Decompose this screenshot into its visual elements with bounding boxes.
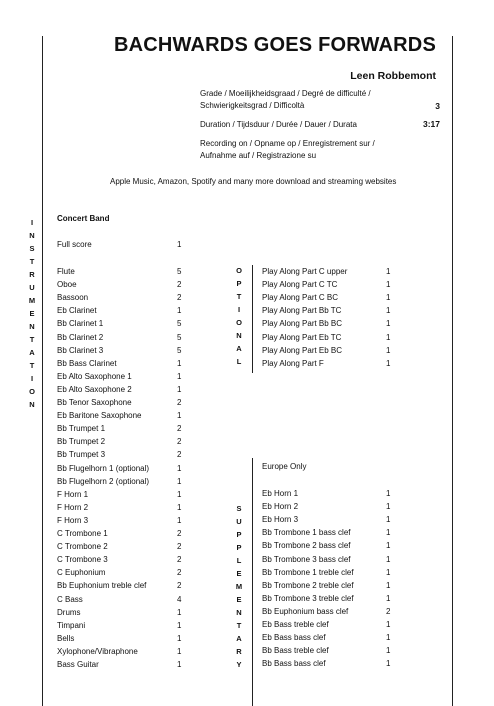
instrument-name: Eb Alto Saxophone 1 (57, 371, 132, 381)
supplementary-part-name: Bb Bass treble clef (262, 646, 329, 656)
supplementary-part-name: Bb Trombone 3 bass clef (262, 554, 351, 564)
optional-part-qty: 1 (386, 358, 391, 368)
instrument-qty: 1 (177, 489, 182, 499)
supplementary-part-qty: 1 (386, 620, 391, 629)
instrument-qty: 2 (177, 568, 182, 578)
vertical-letter: A (236, 344, 242, 353)
vertical-letter: L (236, 556, 242, 565)
instrument-qty: 1 (177, 476, 182, 486)
instrument-name: Bb Bass Clarinet (57, 358, 117, 368)
instrument-qty: 1 (177, 502, 182, 512)
optional-part-name: Play Along Part C BC (262, 293, 339, 303)
optional-part-name: Play Along Part Bb TC (262, 306, 342, 316)
vertical-letter: O (29, 387, 35, 396)
vertical-letter: I (30, 218, 34, 227)
instrument-qty: 1 (177, 463, 182, 473)
optional-part-qty: 1 (386, 319, 391, 329)
instrument-qty: 1 (177, 607, 182, 617)
supplementary-part-qty: 1 (386, 489, 391, 498)
optional-part-qty: 1 (386, 306, 391, 316)
instrument-qty: 2 (177, 424, 182, 434)
vertical-letter: S (236, 504, 242, 513)
vertical-letter: A (236, 634, 242, 643)
instrument-qty: 1 (177, 306, 182, 316)
instrument-name: Bb Clarinet 1 (57, 319, 104, 329)
instrument-name: Bassoon (57, 293, 89, 303)
instrument-name: F Horn 3 (57, 515, 89, 525)
vertical-letter: M (28, 296, 36, 305)
ensemble-heading: Concert Band (57, 214, 110, 223)
optional-vertical-label (232, 264, 246, 368)
supplementary-part-name: Bb Trombone 1 treble clef (262, 567, 354, 577)
instrument-qty: 1 (177, 633, 182, 643)
supplementary-part-name: Bb Trombone 2 bass clef (262, 541, 351, 551)
instrument-qty: 1 (177, 371, 182, 381)
instrument-qty: 2 (177, 280, 182, 290)
supplementary-part-qty: 1 (386, 646, 391, 656)
instrument-qty: 2 (177, 398, 182, 407)
vertical-letter: U (29, 283, 35, 292)
composer-name: Leen Robbemont (350, 70, 436, 82)
instrument-qty: 5 (177, 345, 182, 355)
instrument-qty: 1 (177, 646, 182, 656)
optional-part-name: Play Along Part C TC (262, 280, 338, 290)
vertical-letter: R (29, 270, 35, 279)
instrument-name: Bb Clarinet 3 (57, 345, 104, 355)
vertical-letter: O (236, 318, 242, 327)
vertical-letter: T (236, 621, 242, 630)
instrument-name: C Trombone 1 (57, 529, 108, 538)
instrumentation-vertical-label (25, 216, 39, 411)
optional-divider-line (252, 265, 253, 373)
vertical-letter: N (29, 231, 35, 240)
supplementary-part-name: Eb Horn 1 (262, 489, 299, 498)
vertical-letter: E (236, 569, 242, 578)
optional-part-qty: 1 (386, 267, 391, 276)
optional-part-qty: 1 (386, 345, 391, 355)
instrument-name: F Horn 1 (57, 489, 89, 499)
supplementary-heading: Europe Only (262, 462, 307, 471)
supplementary-divider-line (252, 458, 253, 706)
optional-part-name: Play Along Part Bb BC (262, 319, 343, 329)
supplementary-part-qty: 1 (386, 593, 391, 603)
streaming-platforms: Apple Music, Amazon, Spotify and many more download and streaming websites (110, 177, 397, 186)
optional-part-name: Play Along Part F (262, 358, 324, 368)
grade-label: Grade / Moeilijkheidsgraad / Degré de difficulté / Schwierigkeitsgrad / Difficoltà (200, 89, 371, 110)
vertical-letter: N (29, 322, 35, 331)
instrument-qty: 5 (177, 319, 182, 329)
supplementary-part-name: Bb Trombone 2 treble clef (262, 580, 354, 590)
supplementary-part-qty: 1 (386, 541, 391, 551)
grade-value: 3 (435, 101, 440, 111)
vertical-letter: E (29, 309, 35, 318)
supplementary-part-name: Eb Horn 3 (262, 515, 299, 525)
vertical-letter: T (236, 292, 242, 301)
supplementary-part-name: Bb Euphonium bass clef (262, 606, 349, 616)
vertical-letter: N (236, 608, 242, 617)
supplementary-part-name: Eb Horn 2 (262, 502, 299, 512)
instrument-qty: 5 (177, 332, 182, 342)
vertical-letter: I (237, 305, 241, 314)
instrument-name: Bb Trumpet 1 (57, 424, 106, 434)
instrument-qty: 2 (177, 437, 182, 447)
recording-label: Recording on / Opname op / Enregistrement sur / Aufnahme auf / Registrazione su (200, 139, 375, 160)
instrument-name: Oboe (57, 280, 77, 290)
optional-part-qty: 1 (386, 332, 391, 342)
supplementary-part-qty: 1 (386, 633, 391, 643)
instrument-name: Bb Tenor Saxophone (57, 398, 132, 407)
instrument-qty: 2 (177, 450, 182, 460)
vertical-letter: A (29, 348, 35, 357)
instrument-name: Timpani (57, 620, 86, 630)
instrument-name: Xylophone/Vibraphone (57, 646, 138, 656)
optional-part-qty: 1 (386, 293, 391, 303)
instrument-name: C Trombone 2 (57, 542, 108, 552)
optional-part-name: Play Along Part C upper (262, 267, 348, 276)
full-score-name: Full score (57, 240, 92, 249)
supplementary-part-qty: 1 (386, 528, 391, 538)
vertical-letter: R (236, 647, 242, 656)
supplementary-part-qty: 1 (386, 554, 391, 564)
instrument-qty: 2 (177, 581, 182, 591)
supplementary-part-qty: 1 (386, 567, 391, 577)
supplementary-part-name: Bb Bass bass clef (262, 659, 326, 669)
vertical-letter: S (29, 244, 35, 253)
vertical-letter: P (236, 530, 242, 539)
instrument-name: Bb Clarinet 2 (57, 332, 104, 342)
instrument-qty: 5 (177, 267, 182, 276)
instrument-name: Eb Alto Saxophone 2 (57, 384, 132, 394)
instrument-qty: 1 (177, 358, 182, 368)
instrument-name: C Bass (57, 594, 83, 604)
instrument-name: C Euphonium (57, 568, 106, 578)
piece-title: BACHWARDS GOES FORWARDS (113, 34, 436, 56)
instrument-qty: 2 (177, 529, 182, 538)
left-border-line (42, 36, 43, 706)
instrument-qty: 2 (177, 555, 182, 565)
instrument-qty: 2 (177, 293, 182, 303)
vertical-letter: N (236, 331, 242, 340)
instrument-qty: 1 (177, 660, 182, 669)
instrument-name: Bb Flugelhorn 1 (optional) (57, 463, 150, 473)
vertical-letter: E (236, 595, 242, 604)
supplementary-part-name: Bb Trombone 3 treble clef (262, 593, 354, 603)
instrument-qty: 4 (177, 594, 182, 604)
instrument-name: Eb Baritone Saxophone (57, 411, 142, 421)
full-score-qty: 1 (177, 240, 182, 249)
instrument-name: Bb Trumpet 2 (57, 437, 106, 447)
instrument-name: Bells (57, 633, 75, 643)
duration-label: Duration / Tijdsduur / Durée / Dauer / Durata (200, 120, 357, 129)
supplementary-part-qty: 2 (386, 606, 391, 616)
supplementary-part-name: Eb Bass treble clef (262, 620, 329, 629)
instrument-qty: 1 (177, 515, 182, 525)
vertical-letter: Y (236, 660, 242, 669)
instrument-name: F Horn 2 (57, 502, 89, 512)
optional-part-qty: 1 (386, 280, 391, 290)
vertical-letter: N (29, 400, 35, 409)
vertical-letter: U (236, 517, 242, 526)
optional-part-name: Play Along Part Eb BC (262, 345, 343, 355)
vertical-letter: L (236, 357, 242, 366)
instrument-name: Bass Guitar (57, 660, 99, 669)
instrument-name: Bb Trumpet 3 (57, 450, 106, 460)
duration-value: 3:17 (422, 119, 440, 129)
right-border-line (452, 36, 453, 706)
supplementary-part-qty: 1 (386, 502, 391, 512)
instrument-qty: 1 (177, 411, 182, 421)
supplementary-part-qty: 1 (386, 515, 391, 525)
instrument-name: Bb Flugelhorn 2 (optional) (57, 476, 150, 486)
vertical-letter: T (29, 335, 35, 344)
instrument-name: Bb Euphonium treble clef (57, 581, 147, 591)
supplementary-vertical-label (232, 502, 246, 671)
instrument-name: Eb Clarinet (57, 306, 97, 316)
supplementary-part-name: Bb Trombone 1 bass clef (262, 528, 351, 538)
instrument-qty: 2 (177, 542, 182, 552)
vertical-letter: M (235, 582, 243, 591)
vertical-letter: O (236, 266, 242, 275)
instrument-name: C Trombone 3 (57, 555, 108, 565)
optional-part-name: Play Along Part Eb TC (262, 332, 342, 342)
supplementary-part-qty: 1 (386, 580, 391, 590)
vertical-letter: P (236, 543, 242, 552)
supplementary-part-qty: 1 (386, 659, 391, 669)
vertical-letter: P (236, 279, 242, 288)
instrument-qty: 1 (177, 384, 182, 394)
vertical-letter: I (30, 374, 34, 383)
supplementary-part-name: Eb Bass bass clef (262, 633, 326, 643)
vertical-letter: T (29, 361, 35, 370)
vertical-letter: T (29, 257, 35, 266)
instrument-qty: 1 (177, 620, 182, 630)
instrument-name: Flute (57, 267, 75, 276)
instrument-name: Drums (57, 607, 81, 617)
